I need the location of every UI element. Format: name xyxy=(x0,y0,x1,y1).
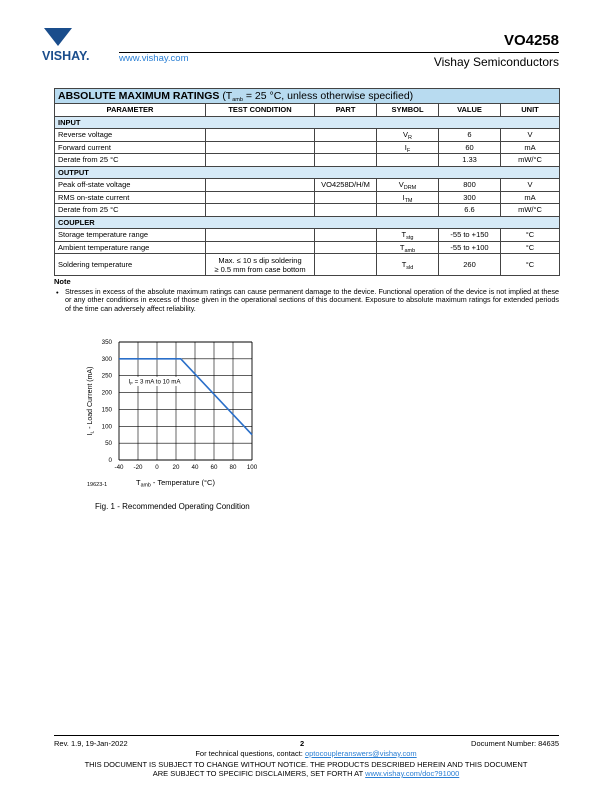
operating-condition-chart xyxy=(80,330,280,495)
x-tick-label: 100 xyxy=(246,464,258,471)
symbol-cell xyxy=(377,204,439,217)
condition-cell xyxy=(206,229,315,242)
symbol-letter: I xyxy=(404,142,407,152)
y-tick-label: 0 xyxy=(108,457,112,464)
column-header: PART xyxy=(315,104,377,117)
symbol-letter: T xyxy=(401,230,407,240)
value-cell: 60 xyxy=(439,141,501,154)
condition-line: ≥ 0.5 mm from case bottom xyxy=(214,264,306,274)
part-cell xyxy=(315,191,377,204)
value-cell: -55 to +150 xyxy=(439,229,501,242)
unit-cell: mA xyxy=(501,141,560,154)
annotation-main: I xyxy=(128,378,131,386)
condition-cell xyxy=(206,191,315,204)
symbol-subscript: DRM xyxy=(403,185,417,191)
footer-divider xyxy=(54,735,559,736)
symbol-cell xyxy=(377,229,439,242)
part-cell: VO4258D/H/M xyxy=(315,179,377,192)
condition-cell xyxy=(206,241,315,254)
symbol-cell xyxy=(377,141,439,154)
unit-cell: °C xyxy=(501,254,560,276)
symbol-cell xyxy=(377,154,439,167)
symbol-subscript: stg xyxy=(406,235,414,241)
parameter-cell: Soldering temperature xyxy=(55,254,206,276)
unit-cell: °C xyxy=(501,229,560,242)
annotation-rest: = 3 mA to 10 mA xyxy=(132,378,181,386)
x-tick-label: 20 xyxy=(172,464,180,471)
note-bullet: • xyxy=(56,288,59,297)
parameter-cell: Derate from 25 °C xyxy=(55,204,206,217)
symbol-cell xyxy=(377,241,439,254)
x-tick-label: 80 xyxy=(229,464,237,471)
contact-prefix: For technical questions, contact: xyxy=(195,749,305,758)
unit-cell: mW/°C xyxy=(501,204,560,217)
x-tick-label: 40 xyxy=(191,464,199,471)
x-tick-label: 60 xyxy=(210,464,218,471)
symbol-subscript: TM xyxy=(404,197,413,204)
condition-cell xyxy=(206,129,315,142)
table-body xyxy=(55,89,560,276)
symbol-subscript: F xyxy=(406,147,411,154)
section-label: INPUT xyxy=(55,116,560,129)
symbol-letter: I xyxy=(402,192,405,202)
xlabel-sub: amb xyxy=(140,482,151,489)
parameter-cell: Storage temperature range xyxy=(55,229,206,242)
parameter-cell: Derate from 25 °C xyxy=(55,154,206,167)
disclaimer-line-2 xyxy=(0,769,612,778)
ylabel-rest: - Load Current (mA) xyxy=(87,366,94,431)
table-header-row xyxy=(55,104,560,117)
unit-cell: mW/°C xyxy=(501,154,560,167)
symbol-cell xyxy=(377,179,439,192)
x-tick-label: -20 xyxy=(133,464,143,471)
vishay-logo xyxy=(42,26,124,66)
condition-line: Max. ≤ 10 s dip soldering xyxy=(218,255,302,265)
note-title: Note xyxy=(54,277,71,286)
ylabel-main: I xyxy=(87,433,94,436)
table-row xyxy=(55,229,560,242)
disclaimer-prefix: ARE SUBJECT TO SPECIFIC DISCLAIMERS, SET FORTH AT xyxy=(152,769,366,778)
annotation-sub: F xyxy=(130,380,133,386)
y-axis-label xyxy=(87,367,96,436)
table-row xyxy=(55,179,560,192)
value-cell: 6.6 xyxy=(439,204,501,217)
condition-cell xyxy=(206,254,315,276)
y-tick-label: 150 xyxy=(101,406,112,414)
table-row xyxy=(55,204,560,217)
parameter-cell: Ambient temperature range xyxy=(55,241,206,254)
chart-annotation xyxy=(129,378,182,386)
symbol-subscript: R xyxy=(408,135,412,141)
part-cell xyxy=(315,154,377,167)
table-row xyxy=(55,254,560,276)
unit-cell: mA xyxy=(501,191,560,204)
symbol-cell xyxy=(377,254,439,276)
part-cell xyxy=(315,229,377,242)
disclaimer-link[interactable]: www.vishay.com/doc?91000 xyxy=(365,769,460,778)
part-cell xyxy=(315,241,377,254)
condition-cell xyxy=(206,154,315,167)
unit-cell: V xyxy=(501,179,560,192)
symbol-letter: T xyxy=(401,260,407,269)
value-cell: 300 xyxy=(439,191,501,204)
revision-text: Rev. 1.9, 19-Jan-2022 xyxy=(54,739,128,748)
part-cell xyxy=(315,141,377,154)
table-row xyxy=(55,129,560,142)
part-cell xyxy=(315,129,377,142)
header-url-link[interactable]: www.vishay.com xyxy=(119,53,189,64)
column-header: TEST CONDITION xyxy=(206,104,315,117)
symbol-subscript: amb xyxy=(404,247,416,254)
y-tick-label: 200 xyxy=(101,389,112,397)
absolute-maximum-ratings-table xyxy=(54,88,560,276)
unit-cell: V xyxy=(501,129,560,142)
x-tick-label: 0 xyxy=(155,464,159,471)
table-row xyxy=(55,141,560,154)
table-row xyxy=(55,241,560,254)
condition-cell xyxy=(206,141,315,154)
value-cell: 800 xyxy=(439,179,501,192)
xlabel-main: T xyxy=(136,478,141,487)
table-row xyxy=(55,154,560,167)
contact-email-link[interactable]: optocoupleranswers@vishay.com xyxy=(304,749,417,758)
parameter-cell: Reverse voltage xyxy=(55,129,206,142)
condition-cell xyxy=(206,179,315,192)
part-cell xyxy=(315,204,377,217)
y-tick-label: 250 xyxy=(101,372,112,380)
symbol-letter: V xyxy=(398,180,404,190)
page-number: 2 xyxy=(300,739,305,748)
section-row xyxy=(55,216,560,229)
y-tick-label: 100 xyxy=(101,423,112,431)
disclaimer-line-1: THIS DOCUMENT IS SUBJECT TO CHANGE WITHOUT NOTICE. THE PRODUCTS DESCRIBED HEREIN AND THIS DOCUMENT xyxy=(84,760,528,769)
value-cell: 260 xyxy=(439,254,501,276)
unit-cell: °C xyxy=(501,241,560,254)
column-header: PARAMETER xyxy=(55,104,206,117)
ylabel-sub: L xyxy=(90,430,96,434)
data-line xyxy=(119,359,252,435)
parameter-cell: Peak off-state voltage xyxy=(55,179,206,192)
contact-line xyxy=(0,749,612,758)
x-axis-label xyxy=(136,478,215,489)
column-header: SYMBOL xyxy=(377,104,439,117)
symbol-letter: V xyxy=(403,130,409,140)
y-tick-label: 300 xyxy=(101,355,112,363)
xlabel-rest: - Temperature (°C) xyxy=(150,478,215,487)
y-tick-label: 350 xyxy=(101,339,112,346)
logo-triangle xyxy=(44,28,72,46)
section-row xyxy=(55,166,560,179)
figure-caption: Fig. 1 - Recommended Operating Condition xyxy=(95,502,250,511)
symbol-cell xyxy=(377,191,439,204)
column-header: UNIT xyxy=(501,104,560,117)
section-label: OUTPUT xyxy=(55,166,560,179)
value-cell: 6 xyxy=(439,129,501,142)
company-name: Vishay Semiconductors xyxy=(433,55,559,69)
figure-id: 19623-1 xyxy=(87,482,108,488)
table-title: ABSOLUTE MAXIMUM RATINGS ($T_{amb} = 25$ °C, unless otherwise specified) xyxy=(55,89,560,104)
column-header: VALUE xyxy=(439,104,501,117)
table-row xyxy=(55,191,560,204)
note-text: Stresses in excess of the absolute maximum ratings can cause permanent damage to the device. Functional operation of the device is not implied at these or any other conditions in excess of those given in the operational sections of this document. Exposure to absolute maximum ratings for extended periods of the time can adversely affect reliability. xyxy=(65,287,559,313)
parameter-cell: Forward current xyxy=(55,141,206,154)
value-cell: -55 to +100 xyxy=(439,241,501,254)
part-number: VO4258 xyxy=(503,32,559,49)
symbol-subscript: sld xyxy=(406,265,414,271)
parameter-cell: RMS on-state current xyxy=(55,191,206,204)
section-label: COUPLER xyxy=(55,216,560,229)
condition-cell xyxy=(206,204,315,217)
table-title-row xyxy=(55,89,560,104)
value-cell: 1.33 xyxy=(439,154,501,167)
symbol-letter: T xyxy=(399,242,405,252)
part-cell xyxy=(315,254,377,276)
section-row xyxy=(55,116,560,129)
logo-text: VISHAY. xyxy=(42,49,90,63)
document-number: Document Number: 84635 xyxy=(471,739,559,748)
symbol-cell xyxy=(377,129,439,142)
y-tick-label: 50 xyxy=(105,440,112,448)
x-tick-label: -40 xyxy=(114,464,124,471)
